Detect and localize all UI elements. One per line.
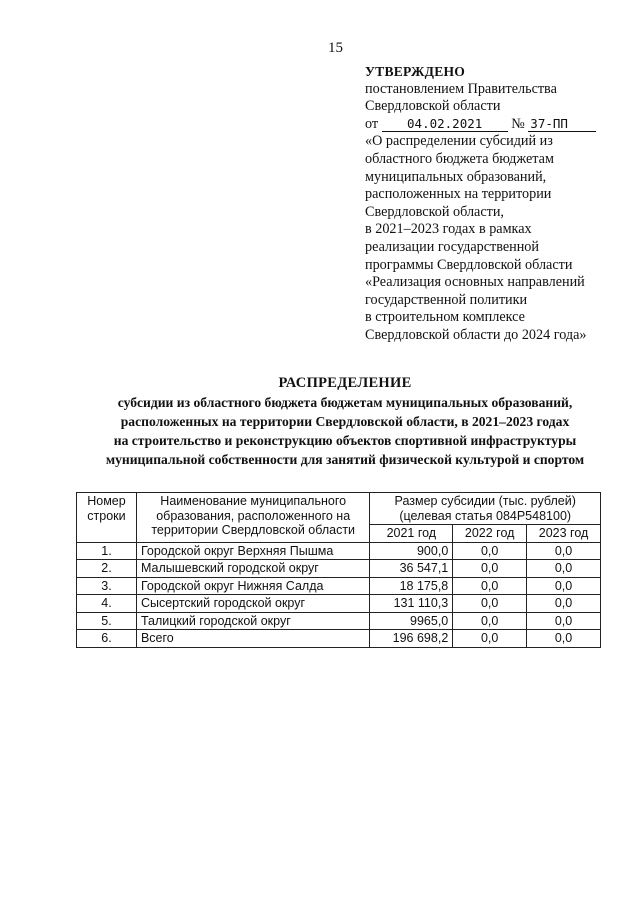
municipality-name: Талицкий городской округ [136, 612, 369, 630]
subsidy-2022: 0,0 [453, 595, 527, 613]
subsidy-2021: 900,0 [370, 542, 453, 560]
subsidy-2022: 0,0 [453, 542, 527, 560]
subsidy-2023: 0,0 [527, 595, 601, 613]
resolution-title-line: в 2021–2023 годах в рамках [365, 221, 532, 238]
total-2023: 0,0 [527, 630, 601, 648]
number-prefix: № [511, 115, 525, 132]
header-subsidy-size: Размер субсидии (тыс. рублей) (целевая статья 084P548100) [370, 493, 601, 525]
row-number: 5. [77, 612, 137, 630]
resolution-title-line: программы Свердловской области [365, 256, 573, 273]
row-number: 6. [77, 630, 137, 648]
document-title-line: расположенных на территории Свердловской области, в 2021–2023 годах [120, 414, 570, 429]
date-prefix: от [365, 115, 379, 132]
table-row [77, 612, 601, 630]
subsidy-2021: 9965,0 [370, 612, 453, 630]
total-2021: 196 698,2 [370, 630, 453, 648]
table-row [77, 595, 601, 613]
approval-date-number-line [365, 116, 637, 134]
subsidy-table [76, 492, 601, 648]
table-row [77, 542, 601, 560]
subsidy-2022: 0,0 [453, 577, 527, 595]
subsidy-2022: 0,0 [453, 612, 527, 630]
subsidy-2021: 131 110,3 [370, 595, 453, 613]
approval-block [365, 63, 637, 345]
municipality-name: Малышевский городской округ [136, 560, 369, 578]
table-row [77, 577, 601, 595]
approval-heading: УТВЕРЖДЕНО [365, 64, 466, 79]
approval-line-1: постановлением Правительства [365, 80, 557, 97]
subsidy-2022: 0,0 [453, 560, 527, 578]
row-number: 1. [77, 542, 137, 560]
header-year-2021: 2021 год [370, 525, 453, 543]
document-title-line: муниципальной собственности для занятий физической культурой и спортом [105, 452, 585, 467]
header-municipality-name: Наименование муниципального образования, расположенного на территории Свердловской области [136, 493, 369, 543]
resolution-title-line: государственной политики [365, 291, 528, 308]
row-number: 3. [77, 577, 137, 595]
table-row [77, 560, 601, 578]
resolution-title-line: расположенных на территории [365, 186, 552, 203]
municipality-name: Сысертский городской округ [136, 595, 369, 613]
table-row-total [77, 630, 601, 648]
document-title-main: РАСПРЕДЕЛЕНИЕ [278, 375, 412, 391]
subsidy-2023: 0,0 [527, 577, 601, 595]
subsidy-2021: 18 175,8 [370, 577, 453, 595]
resolution-title-line: «Реализация основных направлений [365, 274, 585, 291]
header-year-2022: 2022 год [453, 525, 527, 543]
total-2022: 0,0 [453, 630, 527, 648]
document-title-line: субсидии из областного бюджета бюджетам муниципальных образований, [117, 395, 573, 410]
document-title-line: на строительство и реконструкцию объектов спортивной инфраструктуры [113, 433, 577, 448]
approval-number: 37-ПП [528, 117, 596, 132]
total-label: Всего [136, 630, 369, 648]
row-number: 2. [77, 560, 137, 578]
resolution-title-line: муниципальных образований, [365, 168, 547, 185]
resolution-title-line: Свердловской области, [365, 203, 504, 220]
approval-line-2: Свердловской области [365, 98, 501, 115]
municipality-name: Городской округ Нижняя Салда [136, 577, 369, 595]
header-row-number: Номер строки [77, 493, 137, 543]
resolution-title-line: областного бюджета бюджетам [365, 150, 554, 167]
resolution-title-line: реализации государственной [365, 238, 539, 255]
resolution-title-line: «О распределении субсидий из [365, 133, 553, 150]
resolution-title-line: Свердловской области до 2024 года» [365, 326, 587, 343]
subsidy-2023: 0,0 [527, 542, 601, 560]
municipality-name: Городской округ Верхняя Пышма [136, 542, 369, 560]
page-number: 15 [328, 40, 343, 56]
subsidy-2021: 36 547,1 [370, 560, 453, 578]
subsidy-2023: 0,0 [527, 560, 601, 578]
header-year-2023: 2023 год [527, 525, 601, 543]
document-title [60, 374, 630, 469]
approval-date: 04.02.2021 [382, 117, 508, 132]
resolution-title-line: в строительном комплексе [365, 309, 525, 326]
row-number: 4. [77, 595, 137, 613]
subsidy-2023: 0,0 [527, 612, 601, 630]
